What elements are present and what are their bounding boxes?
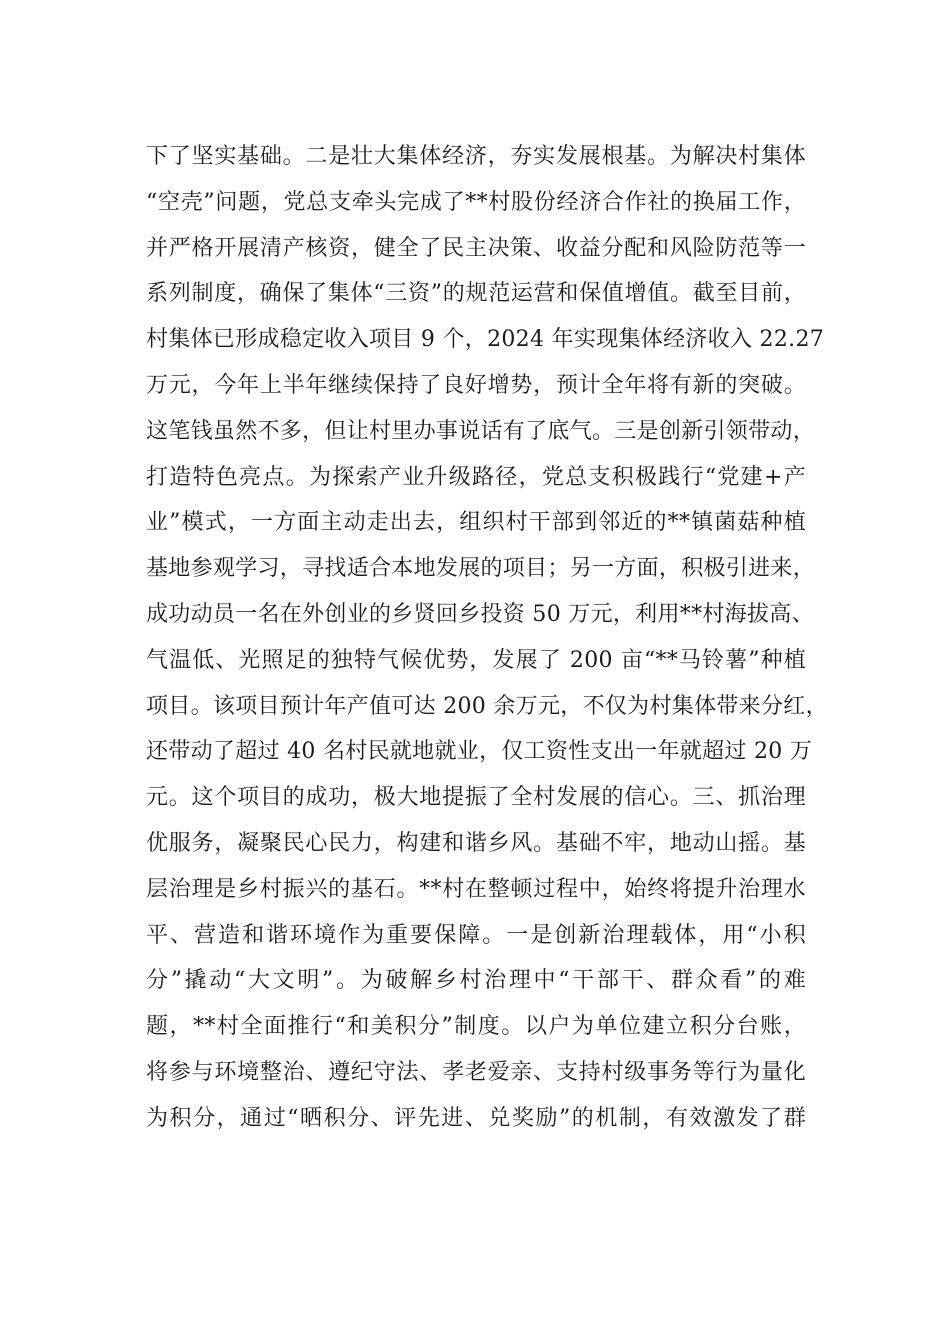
text-line: 将参与环境整治、遵纪守法、孝老爱亲、支持村级事务等行为量化 [146, 1059, 806, 1085]
text-line: “空壳”问题，党总支牵头完成了**村股份经济合作社的换届工作， [146, 189, 806, 215]
text-line: 平、营造和谐环境作为重要保障。一是创新治理载体，用“小积 [146, 922, 806, 948]
text-line: 基地参观学习，寻找适合本地发展的项目；另一方面，积极引进来， [146, 556, 816, 582]
text-line: 为积分，通过“晒积分、评先进、兑奖励”的机制，有效激发了群 [146, 1105, 806, 1131]
text-line: 气温低、光照足的独特气候优势，发展了 200 亩“**马铃薯”种植 [146, 647, 806, 673]
text-line: 分”撬动“大文明”。为破解乡村治理中“干部干、群众看”的难 [146, 968, 806, 994]
text-line: 这笔钱虽然不多，但让村里办事说话有了底气。三是创新引领带动， [146, 418, 816, 444]
text-line: 万元，今年上半年继续保持了良好增势，预计全年将有新的突破。 [146, 372, 806, 398]
body-text [146, 134, 828, 1142]
text-line: 还带动了超过 40 名村民就地就业，仅工资性支出一年就超过 20 万 [146, 739, 813, 765]
text-line: 项目。该项目预计年产值可达 200 余万元，不仅为村集体带来分红， [146, 693, 828, 719]
text-line: 业”模式，一方面主动走出去，组织村干部到邻近的**镇菌菇种植 [146, 510, 806, 536]
text-line: 成功动员一名在外创业的乡贤回乡投资 50 万元，利用**村海拔高、 [146, 601, 814, 627]
text-line: 下了坚实基础。二是壮大集体经济，夯实发展根基。为解决村集体 [146, 144, 806, 169]
text-line: 打造特色亮点。为探索产业升级路径，党总支积极践行“党建+产 [146, 464, 806, 490]
text-line: 题，**村全面推行“和美积分”制度。以户为单位建立积分台账， [146, 1014, 806, 1040]
text-line: 元。这个项目的成功，极大地提振了全村发展的信心。三、抓治理 [146, 785, 806, 811]
text-line: 村集体已形成稳定收入项目 9 个，2024 年实现集体经济收入 22.27 [146, 327, 825, 353]
text-line: 系列制度，确保了集体“三资”的规范运营和保值增值。截至目前， [146, 281, 806, 307]
text-line: 优服务，凝聚民心民力，构建和谐乡风。基础不牢，地动山摇。基 [146, 830, 806, 856]
text-line: 层治理是乡村振兴的基石。**村在整顿过程中，始终将提升治理水 [146, 876, 806, 902]
text-line: 并严格开展清产核资，健全了民主决策、收益分配和风险防范等一 [146, 235, 806, 261]
